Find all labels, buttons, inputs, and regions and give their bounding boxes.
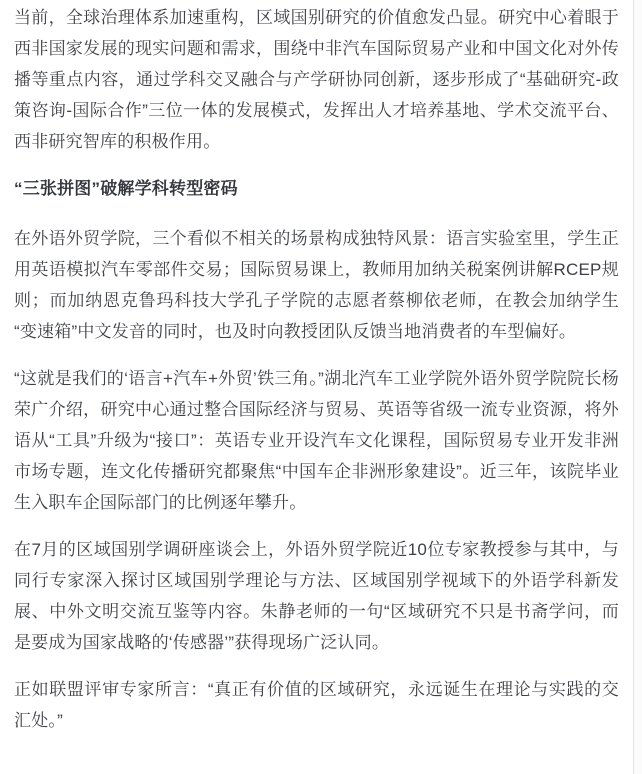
paragraph-scenes: 在外语外贸学院，三个看似不相关的场景构成独特风景：语言实验室里，学生正用英语模拟汽车零部件交易；国际贸易课上，教师用加纳关税案例讲解RCEP规则；而加纳恩克鲁玛科技大学孔子学院的志愿者蔡柳依老师，在教会加纳学生“变速箱”中文发音的同时，也及时向教授团队反馈当地消费者的车型偏好。 — [14, 229, 619, 341]
paragraph-intro: 当前，全球治理体系加速重构，区域国别研究的价值愈发凸显。研究中心着眼于西非国家发展的现实问题和需求，围绕中非汽车国际贸易产业和中国文化对外传播等重点内容，通过学科交叉融合与产学研协同创新，逐步形成了“基础研究-政策咨询-国际合作”三位一体的发展模式，发挥出人才培养基地、学术交流平台、西非研究智库的积极作用。 — [14, 8, 619, 151]
paragraph-iron-triangle: “这就是我们的‘语言+汽车+外贸’铁三角。”湖北汽车工业学院外语外贸学院院长杨荣广介绍，研究中心通过整合国际经济与贸易、英语等省级一流专业资源，将外语从“工具”升级为“接口”：英语专业开设汽车文化课程，国际贸易专业开发非洲市场专题，连文化传播研究都聚焦“中国车企非洲形象建设”。近三年，该院毕业生入职车企国际部门的比例逐年攀升。 — [14, 369, 619, 512]
scrollbar-track[interactable] — [634, 0, 642, 774]
paragraph-symposium: 在7月的区域国别学调研座谈会上，外语外贸学院近10位专家教授参与其中，与同行专家深入探讨区域国别学理论与方法、区域国别学视域下的外语学科新发展、中外文明交流互鉴等内容。朱静老师的一句“区域研究不只是书斋学问，而是要成为国家战略的‘传感器’”获得现场广泛认同。 — [14, 540, 619, 652]
section-heading: “三张拼图”破解学科转型密码 — [14, 179, 238, 198]
paragraph-quote-closing: 正如联盟评审专家所言：“真正有价值的区域研究，永远诞生在理论与实践的交汇处。” — [14, 680, 619, 730]
